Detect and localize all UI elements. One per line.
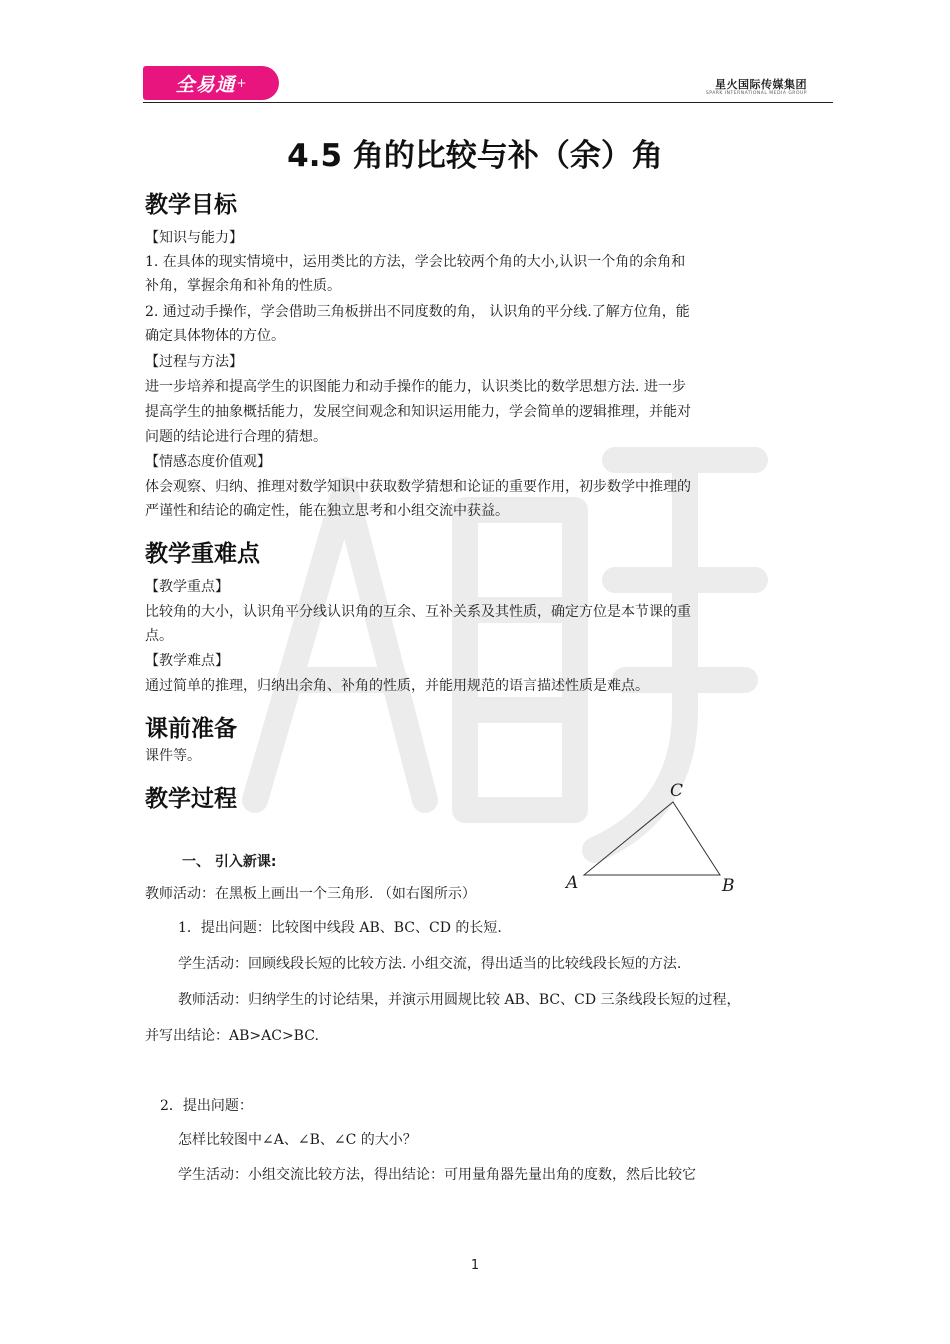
vertex-label-c: C [670, 781, 684, 801]
process-line-1: 进一步培养和提高学生的识图能力和动手操作的能力，认识类比的数学思想方法. 进一步 [145, 379, 686, 395]
vertex-label-b: B [722, 876, 735, 896]
brand-name: 星火国际传媒集团 [715, 78, 807, 91]
process-activity-line-1: 教师活动：在黑板上画出一个三角形. （如右图所示） [145, 886, 476, 902]
logo-text: 全易通 [175, 73, 236, 96]
process-activity-line-2: 1．提出问题：比较图中线段 AB、BC、CD 的长短. [178, 920, 502, 936]
label-teaching-difficulty: 【教学难点】 [145, 653, 229, 669]
header-divider [143, 102, 833, 103]
heading-teaching-process: 教学过程 [145, 786, 237, 812]
knowledge-line-1: 1. 在具体的现实情境中，运用类比的方法，学会比较两个角的大小,认识一个角的余角和 [145, 254, 686, 270]
document-title: 4.5 角的比较与补（余）角 [287, 138, 663, 174]
heading-preparation: 课前准备 [145, 716, 237, 742]
subheading-introduce-lesson: 一、 引入新课: [182, 854, 277, 870]
emotion-line-1: 体会观察、归纳、推理对数学知识中获取数学猜想和论证的重要作用，初步数学中推理的 [145, 479, 691, 495]
brand-logo [143, 66, 279, 100]
logo-plus: + [236, 76, 247, 90]
process-activity-line-3: 学生活动：回顾线段长短的比较方法. 小组交流，得出适当的比较线段长短的方法. [178, 956, 682, 972]
page-number: 1 [470, 1258, 480, 1273]
heading-teaching-goals: 教学目标 [145, 192, 237, 218]
emotion-line-2: 严谨性和结论的确定性，能在独立思考和小组交流中获益。 [145, 503, 509, 519]
knowledge-line-3: 2. 通过动手操作，学会借助三角板拼出不同度数的角， 认识角的平分线.了解方位角，能 [145, 304, 690, 320]
vertex-label-a: A [566, 873, 579, 893]
label-process-method: 【过程与方法】 [145, 354, 243, 370]
preparation-text: 课件等。 [145, 748, 201, 764]
process-activity-line-6: 2．提出问题： [160, 1098, 253, 1114]
focus-line-1: 比较角的大小，认识角平分线认识角的互余、互补关系及其性质，确定方位是本节课的重 [145, 604, 691, 620]
process-line-2: 提高学生的抽象概括能力，发展空间观念和知识运用能力，学会简单的逻辑推理，并能对 [145, 404, 691, 420]
label-teaching-focus: 【教学重点】 [145, 579, 229, 595]
process-activity-line-5: 并写出结论：AB>AC>BC. [145, 1028, 319, 1044]
process-activity-line-8: 学生活动：小组交流比较方法，得出结论：可用量角器先量出角的度数，然后比较它 [178, 1167, 696, 1183]
knowledge-line-2: 补角，掌握余角和补角的性质。 [145, 278, 341, 294]
label-knowledge-ability: 【知识与能力】 [145, 230, 243, 246]
heading-key-points: 教学重难点 [145, 541, 260, 567]
focus-line-2: 点。 [145, 628, 173, 644]
process-activity-line-7: 怎样比较图中∠A、∠B、∠C 的大小？ [178, 1132, 417, 1148]
triangle-figure [560, 778, 750, 898]
knowledge-line-4: 确定具体物体的方位。 [145, 328, 285, 344]
brand-name-english: SPARK INTERNATIONAL MEDIA GROUP [705, 91, 807, 96]
difficulty-line-1: 通过简单的推理，归纳出余角、补角的性质，并能用规范的语言描述性质是难点。 [145, 678, 649, 694]
process-line-3: 问题的结论进行合理的猜想。 [145, 429, 327, 445]
label-emotion-values: 【情感态度价值观】 [145, 454, 271, 470]
process-activity-line-4: 教师活动：归纳学生的讨论结果，并演示用圆规比较 AB、BC、CD 三条线段长短的过程， [178, 992, 741, 1008]
